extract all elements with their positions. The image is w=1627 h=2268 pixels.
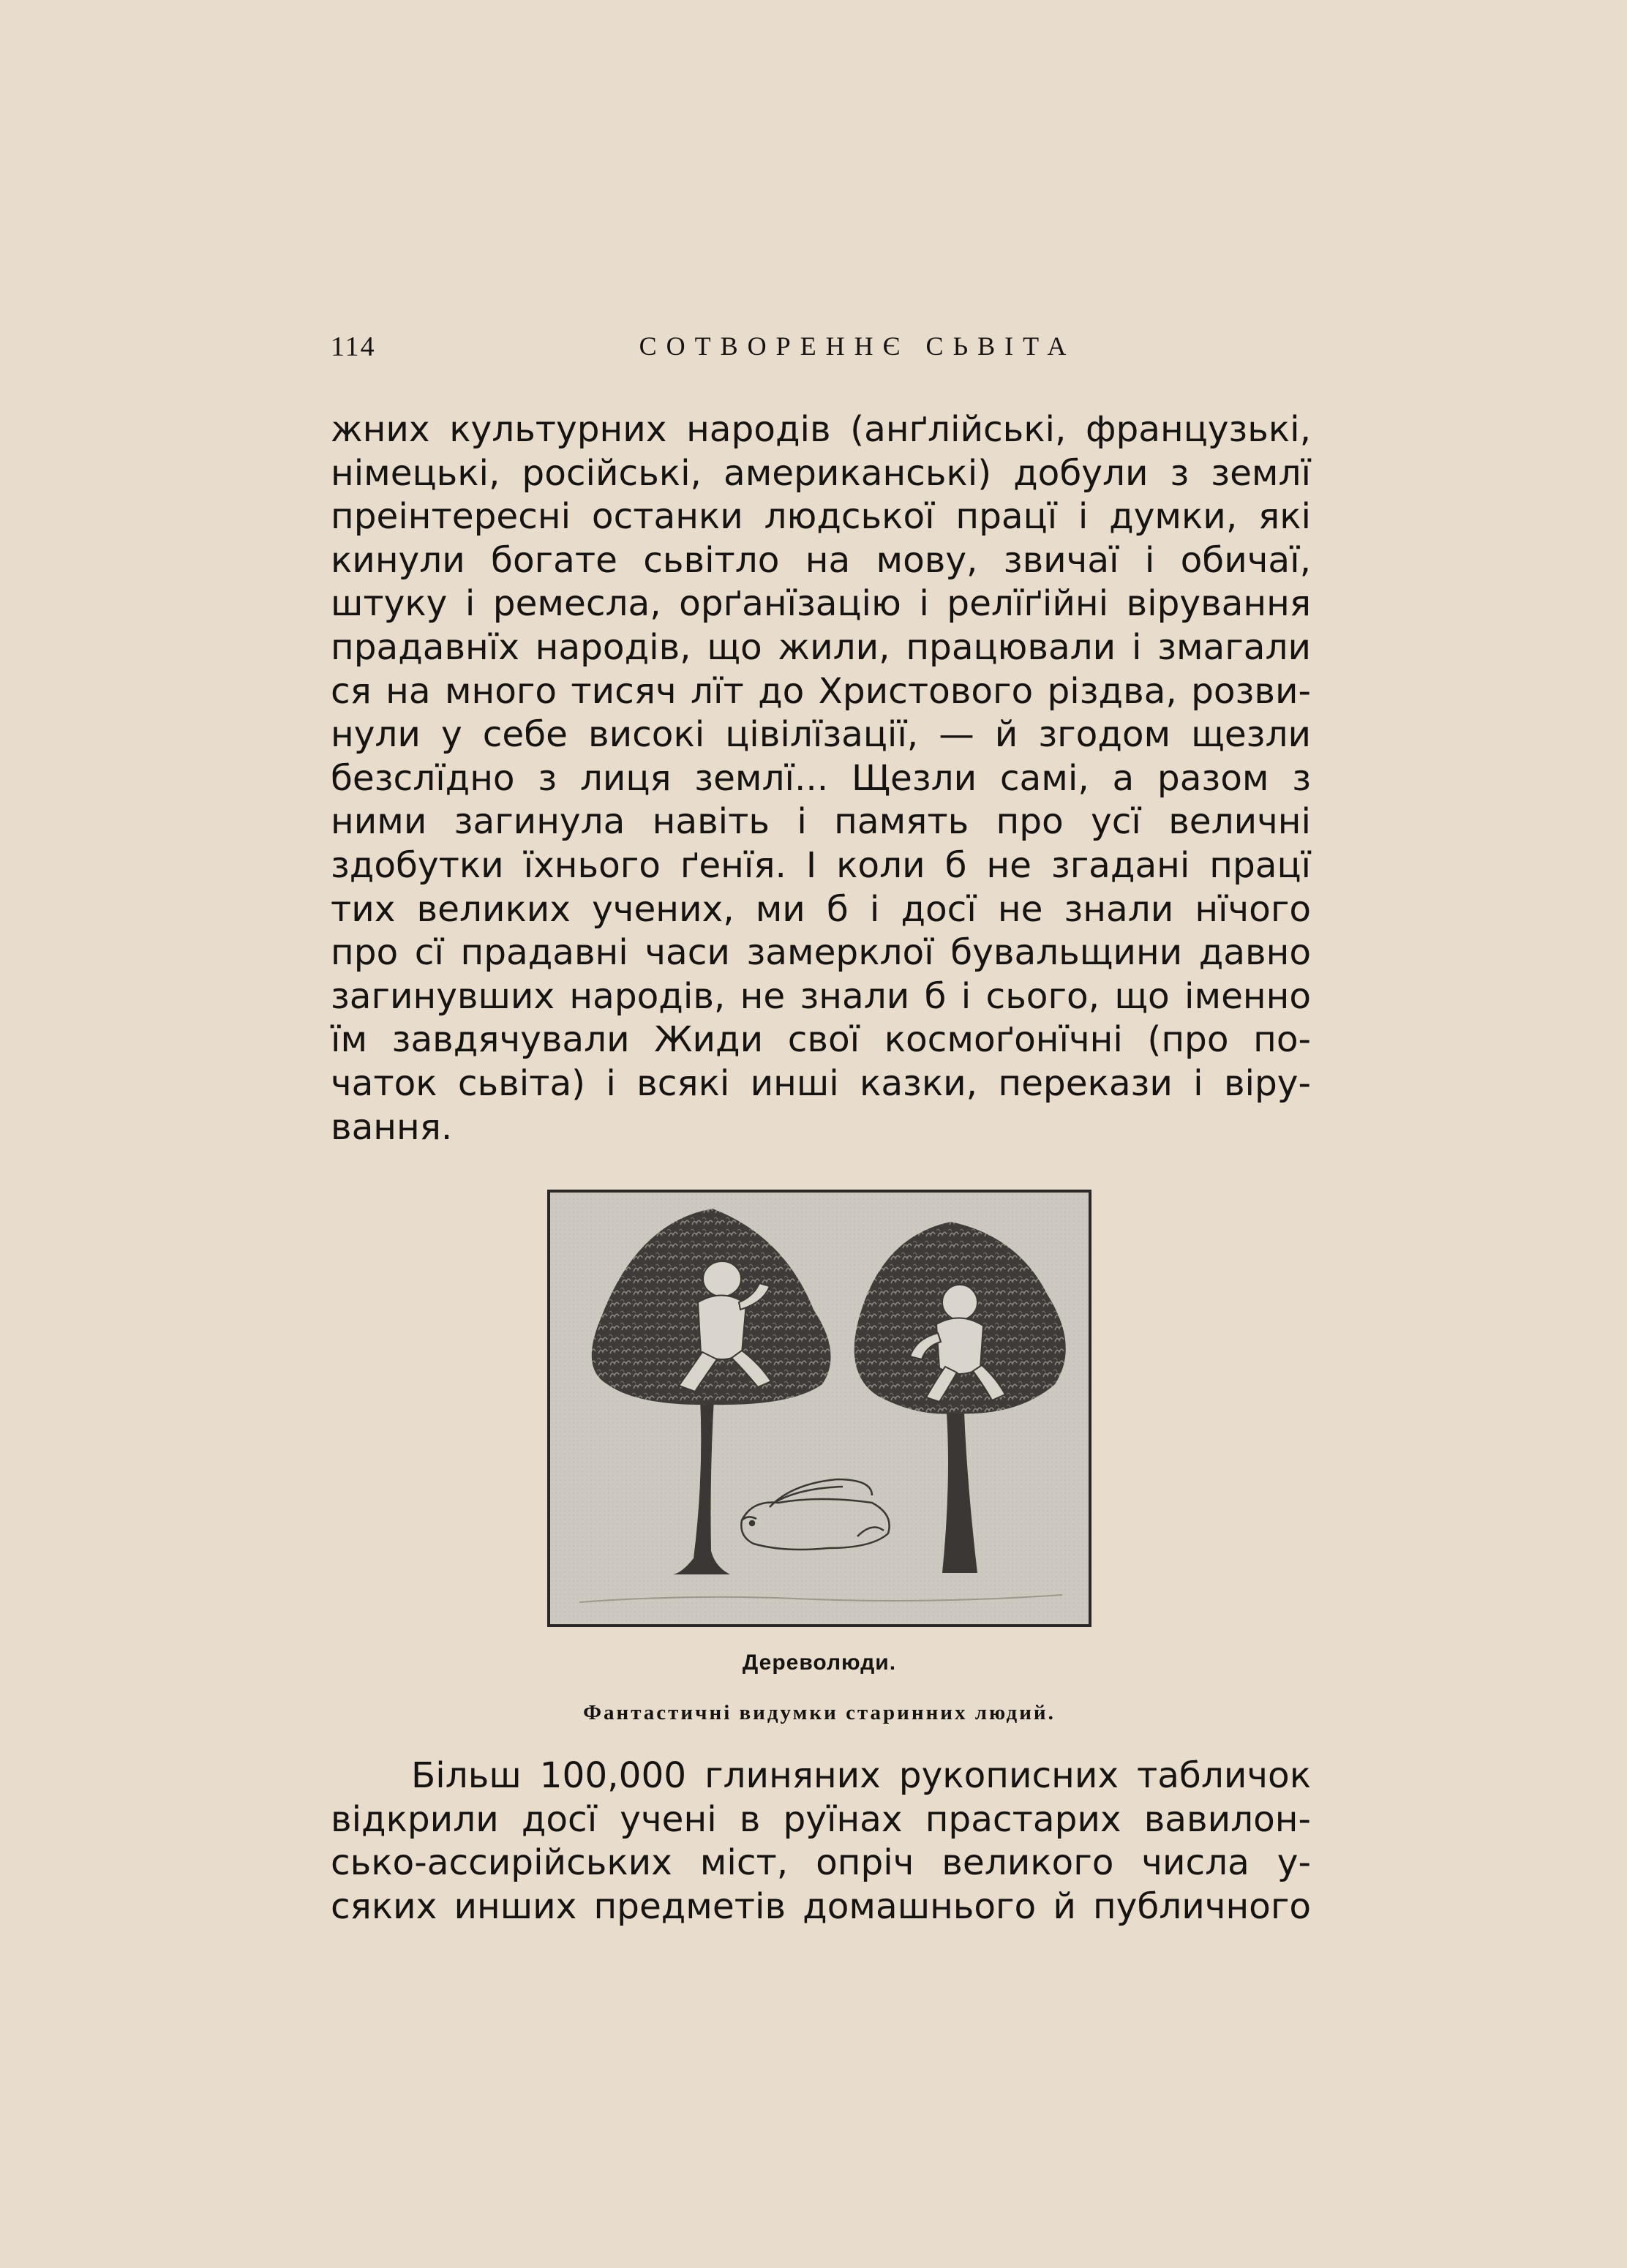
text-line: штуку і ремесла, орґанїзацію і релїґійні вірування [331,583,1311,625]
text-line: тих великих учених, ми б і досї не знали нїчого [331,888,1311,930]
text-line: загинувших народів, не знали б і сього, що іменно [331,975,1311,1017]
figure-caption-title: Дереволюди. [742,1651,897,1675]
text-line: чаток сьвіта) і всякі инші казки, перекази і віру- [331,1062,1311,1104]
text-line: Більш 100,000 глиняних рукописних табличок [411,1755,1311,1796]
text-line: нули у себе високі цівілїзації, — й згодом щезли [331,714,1311,756]
tree-people-illustration [547,1190,1091,1627]
text-line: жних культурних народів (анґлійські, французькі, [331,409,1311,450]
text-line: ся на много тисяч лїт до Христового різдва, розви- [331,670,1311,712]
text-line: про сї прадавні часи замерклої бувальщини давно [331,932,1311,974]
text-line: сько-ассирійських міст, опріч великого числа у- [331,1842,1311,1884]
running-title: СОТВОРЕННЄ СЬВІТА [639,331,1076,361]
text-line: вання. [331,1106,453,1148]
text-line: безслїдно з лиця землї... Щезли самі, а разом з [331,757,1311,799]
text-line: прадавнїх народів, що жили, працювали і змагали [331,626,1311,668]
text-line: німецькі, російські, американські) добули з землї [331,452,1311,494]
text-line: відкрили досї учені в руїнах прастарих вавилон- [331,1798,1311,1840]
text-line: кинули богате сьвітло на мову, звичаї і обичаї, [331,539,1311,581]
paragraph-2 [331,1754,1311,1929]
text-line: їм завдячували Жиди свої космоґонїчні (про по- [331,1019,1311,1061]
text-line: преінтересні останки людської працї і думки, які [331,496,1311,538]
paragraph-1 [331,408,1311,1149]
text-line: ними загинула навіть і память про усї величні [331,801,1311,843]
running-head [331,331,1308,367]
text-line: сяких инших предметів домашнього й публичного [331,1885,1311,1927]
page-number: 114 [331,331,376,362]
text-line: здобутки їхнього ґенїя. І коли б не згадані працї [331,844,1311,886]
figure-caption-subtitle: Фантастичні видумки старинних людий. [583,1701,1056,1724]
